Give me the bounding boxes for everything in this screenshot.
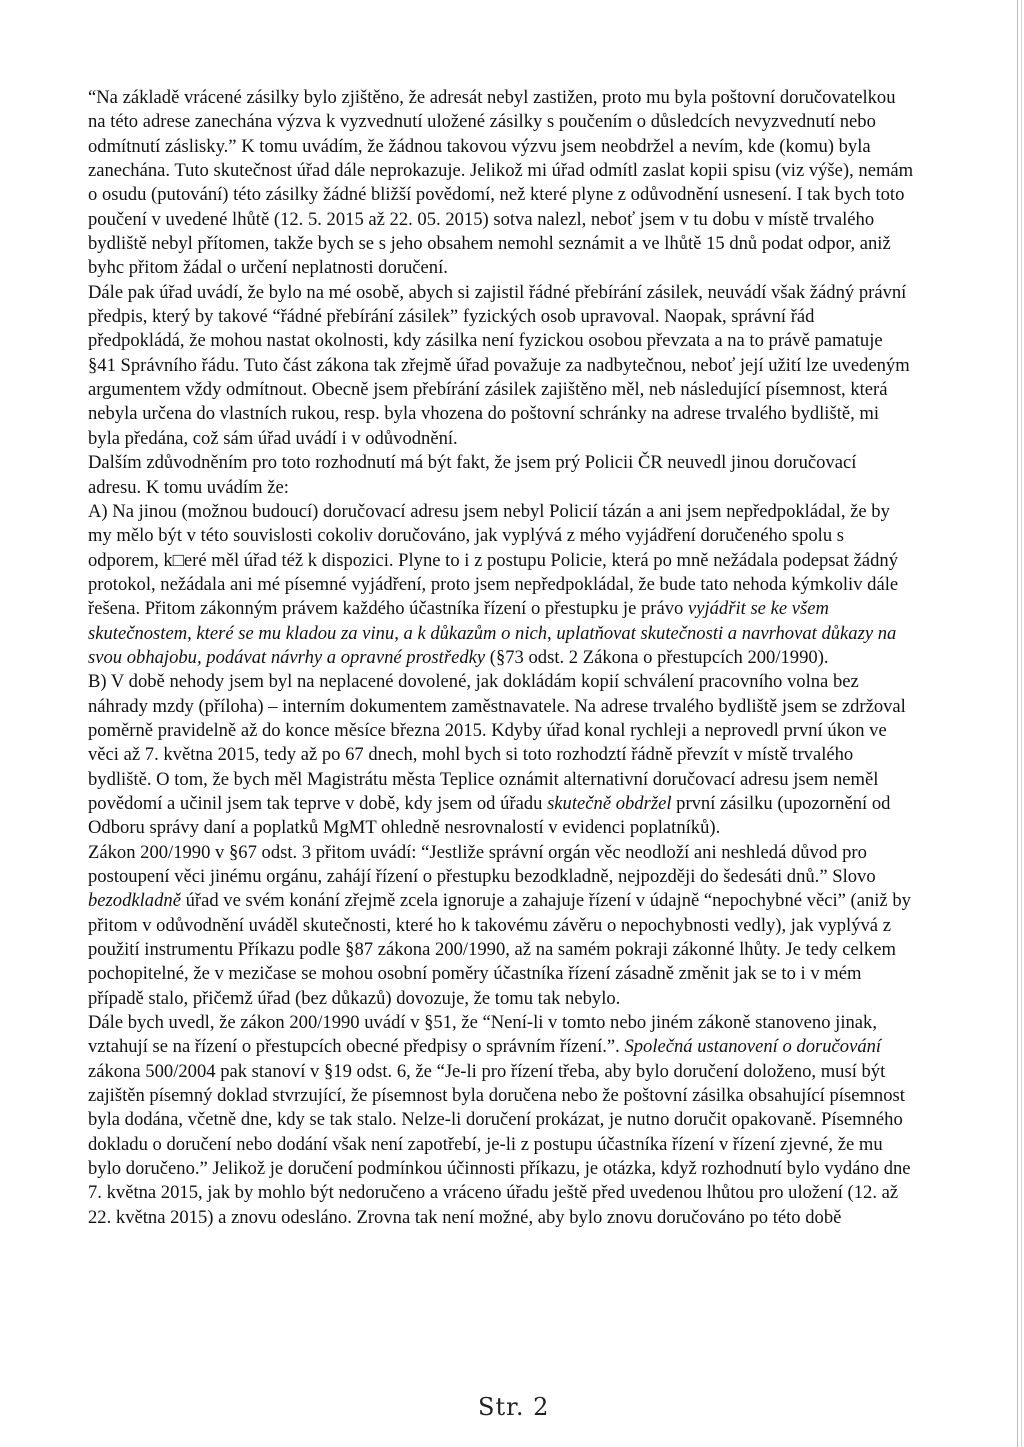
- text-run: zákona 500/2004 pak stanoví v §19 odst. 6, že “Je-li pro řízení třeba, aby bylo doručení doloženo, musí být zajištěn písemný doklad stvrzující, že písemnost byla doručena nebo že poštovní zásilka obsahující písemnost byla dodána, včetně dne, kdy se tak stalo. Nelze-li doručení prokázat, je nutno doručit opakovaně. Písemného dokladu o doručení nebo dodání však není zapotřebí, je-li z postupu účastníka řízení v řízení zjevné, že mu bylo doručeno.” Jelikož je doručení podmínkou účinnosti příkazu, je otázka, když rozhodnutí bylo vydáno dne 7. května 2015, jak by mohlo být nedoručeno a vráceno úřadu ještě před uvedenou lhůtou pro uložení (12. až 22. května 2015) a znovu odesláno. Zrovna tak není možné, aby bylo znovu doručováno po této době: [88, 1060, 911, 1228]
- page-number-handwritten: Str. 2: [478, 1393, 550, 1421]
- text-run: první zásilku (upozornění od Odboru správy daní a poplatků MgMT ohledně nesrovnalostí v evidenci poplatníků).: [88, 792, 891, 839]
- text-run: Dalším zdůvodněním pro toto rozhodnutí má být fakt, že jsem prý Policii ČR neuvedl jinou doručovací adresu. K tomu uvádím že:: [88, 452, 857, 498]
- paragraph: [88, 451, 914, 500]
- paragraph: [88, 281, 914, 451]
- paragraph: [88, 1011, 914, 1230]
- page-edge-line: [1021, 0, 1022, 1447]
- paragraph: [88, 841, 914, 1011]
- text-run: Dále bych uvedl, že zákon 200/1990 uvádí v §51, že “Není-li v tomto nebo jiném zákoně stanoveno jinak, vztahují se na řízení o přestupcích obecné předpisy o správním řízení.”.: [88, 1012, 877, 1058]
- text-run: Dále pak úřad uvádí, že bylo na mé osobě, abych si zajistil řádné přebírání zásilek, neuvádí však žádný právní předpis, který by takové “řádné přebírání zásilek” fyzických osob upravoval. Naopak, správní řád předpokládá, že mohou nastat okolnosti, kdy zásilka není fyzickou osobou převzata a na to právě pamatuje §41 Správního řádu. Tuto část zákona tak zřejmě úřad považuje za nadbytečnou, neboť její užití lze uvedeným argumentem vždy odmítnout. Obecně jsem přebírání zásilek zajištěno měl, neb následující písemnost, která nebyla určena do vlastních rukou, resp. byla vhozena do poštovní schránky na adrese trvalého bydliště, mi byla předána, což sám úřad uvádí i v odůvodnění.: [88, 281, 910, 449]
- text-run: Zákon 200/1990 v §67 odst. 3 přitom uvádí: “Jestliže správní orgán věc neodloží ani neshledá důvod pro postoupení věci jinému orgánu, zahájí řízení o přestupku bezodkladně, nejpozději do šedesáti dnů.” Slovo: [88, 841, 876, 887]
- italic-text: Společná ustanovení o doručování: [624, 1036, 882, 1058]
- document-body: [88, 86, 914, 1230]
- text-run: “Na základě vrácené zásilky bylo zjištěno, že adresát nebyl zastižen, proto mu byla poštovní doručovatelkou na této adrese zanechána výzva k vyzvednutí uložené zásilky s poučením o důsledcích nevyzvednutí nebo odmítnutí záslisky.” K tomu uvádím, že žádnou takovou výzvu jsem neobdržel a nevím, kde (komu) byla zanechána. Tuto skutečnost úřad dále neprokazuje. Jelikož mi úřad odmítl zaslat kopii spisu (viz výše), nemám o osudu (putování) této zásilky žádné bližší povědomí, než které plyne z odůvodnění usnesení. I tak bych toto poučení v uvedené lhůtě (12. 5. 2015 až 22. 05. 2015) sotva nalezl, neboť jsem v tu dobu v místě trvalého bydliště nebyl přítomen, takže bych se s jeho obsahem nemohl seznámit a ve lhůtě 15 dnů podat odpor, aniž byhc přitom žádal o určení neplatnosti doručení.: [88, 87, 914, 279]
- paragraph: [88, 86, 914, 281]
- italic-text: skutečně obdržel: [547, 792, 672, 814]
- text-run: úřad ve svém konání zřejmě zcela ignoruje a zahajuje řízení v údajně “nepochybné věci” (aniž by přitom v odůvodnění uváděl skutečnosti, které ho k takovému závěru o nepochybnosti vedly), jak vyplývá z použití instrumentu Příkazu podle §87 zákona 200/1990, až na samém pokraji zákonné lhůty. Je tedy celkem pochopitelné, že v mezičase se mohou osobní poměry účastníka řízení zásadně změnit jak se to i v mém případě stalo, přičemž úřad (bez důkazů) dovozuje, že tomu tak nebylo.: [88, 890, 911, 1009]
- text-run: A) Na jinou (možnou budoucí) doručovací adresu jsem nebyl Policií tázán a ani jsem nepředpokládal, že by my mělo být v této souvislosti cokoliv doručováno, jak vyplývá z mého vyjádření doručeného spolu s odporem, k□eré měl úřad též k dispozici. Plyne to i z postupu Policie, která po mně nežádala podepsat žádný protokol, nežádala ani mé písemné vyjádření, proto jsem nepředpokládal, že bude tato nehoda kýmkoliv dále řešena. Přitom zákonným právem každého účastníka řízení o přestupku je právo: [88, 500, 899, 620]
- text-run: (§73 odst. 2 Zákona o přestupcích 200/1990).: [485, 646, 829, 668]
- page-edge-line: [1017, 0, 1018, 1447]
- italic-text: vyjádřit se ke všem skutečnostem, které se mu kladou za vinu, a k důkazům o nich, uplatňovat skutečnosti a navrhovat důkazy na svou obhajobu, podávat návrhy a opravné prostředky: [88, 598, 897, 668]
- paragraph: [88, 670, 914, 840]
- paragraph: [88, 500, 914, 670]
- italic-text: bezodkladně: [88, 890, 181, 912]
- text-run: B) V době nehody jsem byl na neplacené dovolené, jak dokládám kopií schválení pracovního volna bez náhrady mzdy (příloha) – interním dokumentem zaměstnavatele. Na adrese trvalého bydliště jsem se zdržoval poměrně pravidelně až do konce měsíce března 2015. Kdyby úřad konal rychleji a neprovedl první úkon ve věci až 7. května 2015, tedy až po 67 dnech, mohl bych si toto rozhodztí řádně převzít v místě trvalého bydliště. O tom, že bych měl Magistrátu města Teplice oznámit alternativní doručovací adresu jsem neměl povědomí a učinil jsem tak teprve v době, kdy jsem od úřadu: [88, 671, 906, 814]
